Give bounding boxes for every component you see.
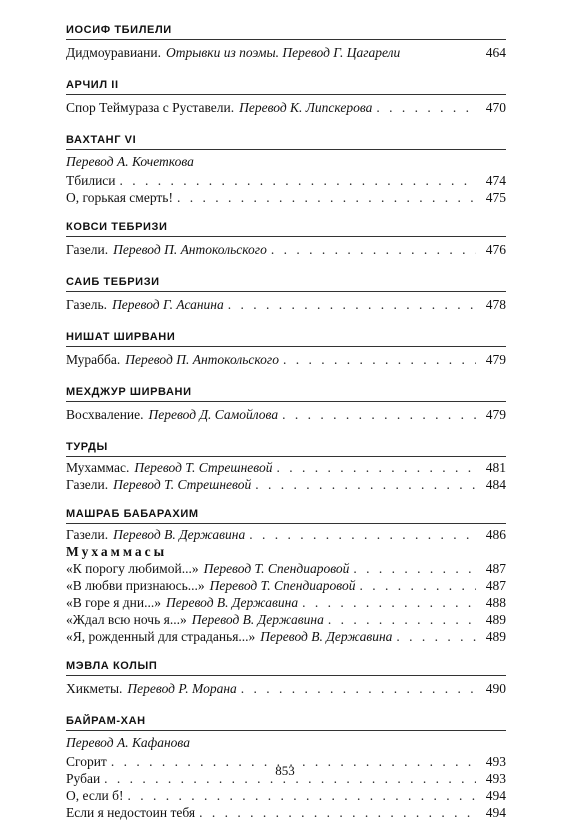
section-divider [66,401,506,402]
toc-entry [66,804,506,821]
dot-leader [302,594,476,611]
toc-entry [66,594,506,611]
toc-entry [66,611,506,628]
entry-title: «В горе я дни...» [66,595,161,610]
page-number: 853 [275,763,295,778]
entry-page-number: 479 [485,352,506,367]
entry-title: Рубаи [66,771,101,786]
toc-section [66,218,506,261]
entry-title: О, горькая смерть! [66,190,173,205]
dot-leader [177,189,476,206]
entry-title: Тбилиси [66,173,116,188]
entry-page-number: 490 [485,681,506,696]
toc-section [66,328,506,371]
section-divider [66,94,506,95]
entry-translator: Перевод Г. Асанина [112,297,224,312]
toc-section [66,657,506,700]
entry-page-number: 493 [485,754,506,769]
section-divider [66,675,506,676]
entry-page-number: 474 [485,173,506,188]
entry-title: «В любви признаюсь...» [66,578,205,593]
entry-page-number: 470 [485,100,506,115]
entry-title: Сгорит [66,754,107,769]
entry-translator: Перевод Т. Стрешневой [134,460,273,475]
entry-page-number: 475 [485,190,506,205]
section-divider [66,346,506,347]
section-translator: Перевод А. Кафанова [66,735,190,750]
entry-title: Дидмоуравиани. [66,45,161,60]
entry-translator: Перевод К. Липскерова [239,100,373,115]
entry-translator: Отрывки из поэмы. Перевод Г. Цагарели [166,45,401,60]
entry-translator: Перевод Т. Спендиаровой [209,578,356,593]
section-gap [66,371,506,383]
toc-section [66,131,506,206]
entry-page-number: 481 [485,460,506,475]
toc-entry [66,42,506,64]
entry-title: «Ждал всю ночь я...» [66,612,187,627]
entry-title: Спор Теймураза с Руставели. [66,100,235,115]
toc-entry [66,476,506,493]
dot-leader [241,678,476,700]
entry-page-number: 464 [485,45,506,60]
entry-translator: Перевод П. Антокольского [113,242,267,257]
entry-translator: Перевод П. Антокольского [125,352,279,367]
entry-page-number: 487 [485,578,506,593]
toc-entry [66,404,506,426]
dot-leader [228,294,476,316]
section-divider [66,149,506,150]
author-heading: АРЧИЛ II [66,79,119,91]
toc-entry [66,239,506,261]
entry-page-number: 489 [485,629,506,644]
section-divider [66,291,506,292]
entry-title: «Я, рожденный для страданья...» [66,629,256,644]
subsection-heading: Мухаммасы [66,544,168,559]
entry-page-number: 489 [485,612,506,627]
section-gap [66,645,506,657]
entry-page-number: 484 [485,477,506,492]
entry-translator: Перевод В. Державина [260,629,393,644]
author-heading: МЭВЛА КОЛЫП [66,660,158,672]
toc-entry [66,97,506,119]
toc-entry [66,459,506,476]
section-gap [66,206,506,218]
dot-leader [271,239,476,261]
section-gap [66,426,506,438]
dot-leader [276,459,476,476]
entry-title: Газели. [66,477,109,492]
entry-title: «К порогу любимой...» [66,561,199,576]
entry-title: Хикметы. [66,681,123,696]
toc-entry [66,294,506,316]
entry-translator: Перевод Т. Стрешневой [113,477,252,492]
toc-section [66,438,506,493]
toc-entry [66,172,506,189]
section-gap [66,700,506,712]
entry-page-number: 478 [485,297,506,312]
author-heading: МЕХДЖУР ШИРВАНИ [66,386,192,398]
toc-entry [66,577,506,594]
dot-leader [353,560,476,577]
toc-entry [66,628,506,645]
author-heading: МАШРАБ БАБАРАХИМ [66,508,199,520]
entry-page-number: 487 [485,561,506,576]
entry-page-number: 488 [485,595,506,610]
dot-leader [376,97,476,119]
section-divider [66,39,506,40]
entry-page-number: 486 [485,527,506,542]
toc-section [66,273,506,316]
entry-title: О, если б! [66,788,124,803]
toc-entry [66,349,506,371]
entry-title: Газель. [66,297,108,312]
author-heading: КОВСИ ТЕБРИЗИ [66,221,168,233]
entry-title: Газели. [66,242,109,257]
entry-translator: Перевод В. Державина [191,612,324,627]
section-translator: Перевод А. Кочеткова [66,154,194,169]
entry-translator: Перевод В. Державина [165,595,299,610]
entry-title: Газели. [66,527,109,542]
toc-section [66,76,506,119]
entry-translator: Перевод В. Державина [113,527,246,542]
dot-leader [128,787,476,804]
entry-page-number: 494 [485,805,506,820]
entry-page-number: 494 [485,788,506,803]
toc-entry [66,678,506,700]
section-divider [66,236,506,237]
toc-section [66,383,506,426]
entry-page-number: 493 [485,771,506,786]
section-gap [66,261,506,273]
author-heading: БАЙРАМ-ХАН [66,715,146,727]
dot-leader [328,611,476,628]
dot-leader [255,476,476,493]
entry-translator: Перевод Т. Спендиаровой [203,561,350,576]
entry-title: Если я недостоин тебя [66,805,196,820]
toc-entry [66,787,506,804]
author-heading: НИШАТ ШИРВАНИ [66,331,176,343]
dot-leader [359,577,476,594]
dot-leader [396,628,476,645]
section-gap [66,493,506,505]
dot-leader [283,349,476,371]
section-divider [66,523,506,524]
dot-leader [282,404,476,426]
section-gap [66,119,506,131]
entry-page-number: 479 [485,407,506,422]
section-divider [66,730,506,731]
table-of-contents [66,21,506,821]
toc-entry [66,526,506,543]
dot-leader [199,804,476,821]
section-gap [66,64,506,76]
author-heading: САИБ ТЕБРИЗИ [66,276,160,288]
dot-leader [120,172,476,189]
author-heading: ИОСИФ ТБИЛЕЛИ [66,24,172,36]
toc-section [66,505,506,645]
toc-entry [66,560,506,577]
author-heading: ТУРДЫ [66,441,108,453]
entry-title: Мурабба. [66,352,121,367]
toc-entry [66,189,506,206]
section-gap [66,316,506,328]
author-heading: ВАХТАНГ VI [66,134,137,146]
toc-section [66,21,506,64]
entry-translator: Перевод Р. Морана [127,681,237,696]
entry-title: Мухаммас. [66,460,130,475]
section-divider [66,456,506,457]
entry-page-number: 476 [485,242,506,257]
entry-title: Восхваление. [66,407,144,422]
dot-leader [249,526,476,543]
entry-translator: Перевод Д. Самойлова [148,407,279,422]
